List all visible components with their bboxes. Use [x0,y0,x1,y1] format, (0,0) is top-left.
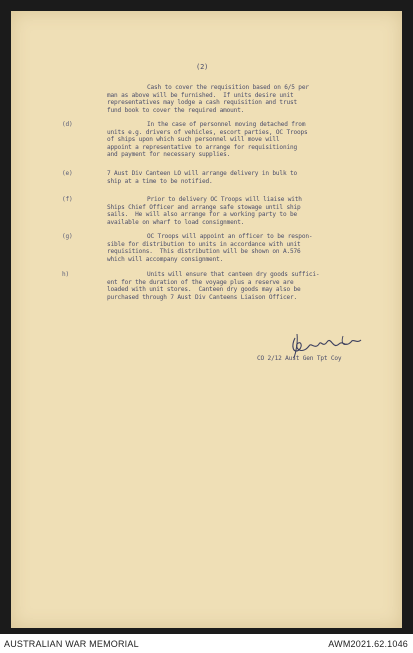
footer-accession-number: AWM2021.62.1046 [328,639,408,649]
paragraph-line: purchased through 7 Aust Div Canteens Liaison Officer. [107,293,298,301]
paragraph-line: Ships Chief Officer and arrange safe stowage until ship [107,203,301,211]
document-page [11,11,402,628]
paragraph-line: available on wharf to load consignment. [107,218,245,226]
intro-line: representatives may lodge a cash requisition and trust [107,99,298,107]
paragraph-line: ent for the duration of the voyage plus a reserve are [107,278,294,286]
paragraph-line: sails. He will also arrange for a working party to be [107,211,298,219]
paragraph-marker: (e) [62,170,73,177]
paragraph-line: In the case of personnel moving detached from [147,121,306,128]
paragraph-marker: (g) [62,233,73,240]
paragraph-marker: h) [62,271,70,278]
paragraph-line: Prior to delivery OC Troops will liaise with [147,196,302,203]
paragraph-line: ship at a time to be notified. [107,177,213,185]
paragraph-line: sible for distribution to units in accordance with unit [107,240,301,248]
archive-footer [0,634,413,653]
paragraph-line: OC Troops will appoint an officer to be respon- [147,233,313,240]
paragraph-line: loaded with unit stores. Canteen dry goods may also be [107,286,301,294]
intro-line: fund book to cover the required amount. [107,106,245,114]
paragraph-marker: (f) [62,196,73,203]
paragraph-line: and payment for necessary supplies. [107,151,231,159]
paragraph-line: which will accompany consignment. [107,255,224,263]
page-number: (2) [196,63,209,71]
signature-title: CO 2/12 Aust Gen Tpt Coy [257,355,342,362]
paragraph-line: appoint a representative to arrange for requisitioning [107,143,298,151]
paragraph-line: requisitions. This distribution will be shown on A.576 [107,248,301,256]
paragraph-line: Units will ensure that canteen dry goods suffici- [147,271,320,278]
paragraph-line: units e.g. drivers of vehicles, escort parties, OC Troops [107,128,308,136]
intro-line: man as above will be furnished. If units desire unit [107,91,294,99]
intro-line: Cash to cover the requisition based on 6/5 per [147,84,309,91]
paragraph-line: 7 Aust Div Canteen LO will arrange delivery in bulk to [107,170,298,177]
paragraph-marker: (d) [62,121,73,128]
footer-institution: AUSTRALIAN WAR MEMORIAL [4,639,139,649]
paragraph-line: of ships upon which such personnel will move will [107,136,280,144]
